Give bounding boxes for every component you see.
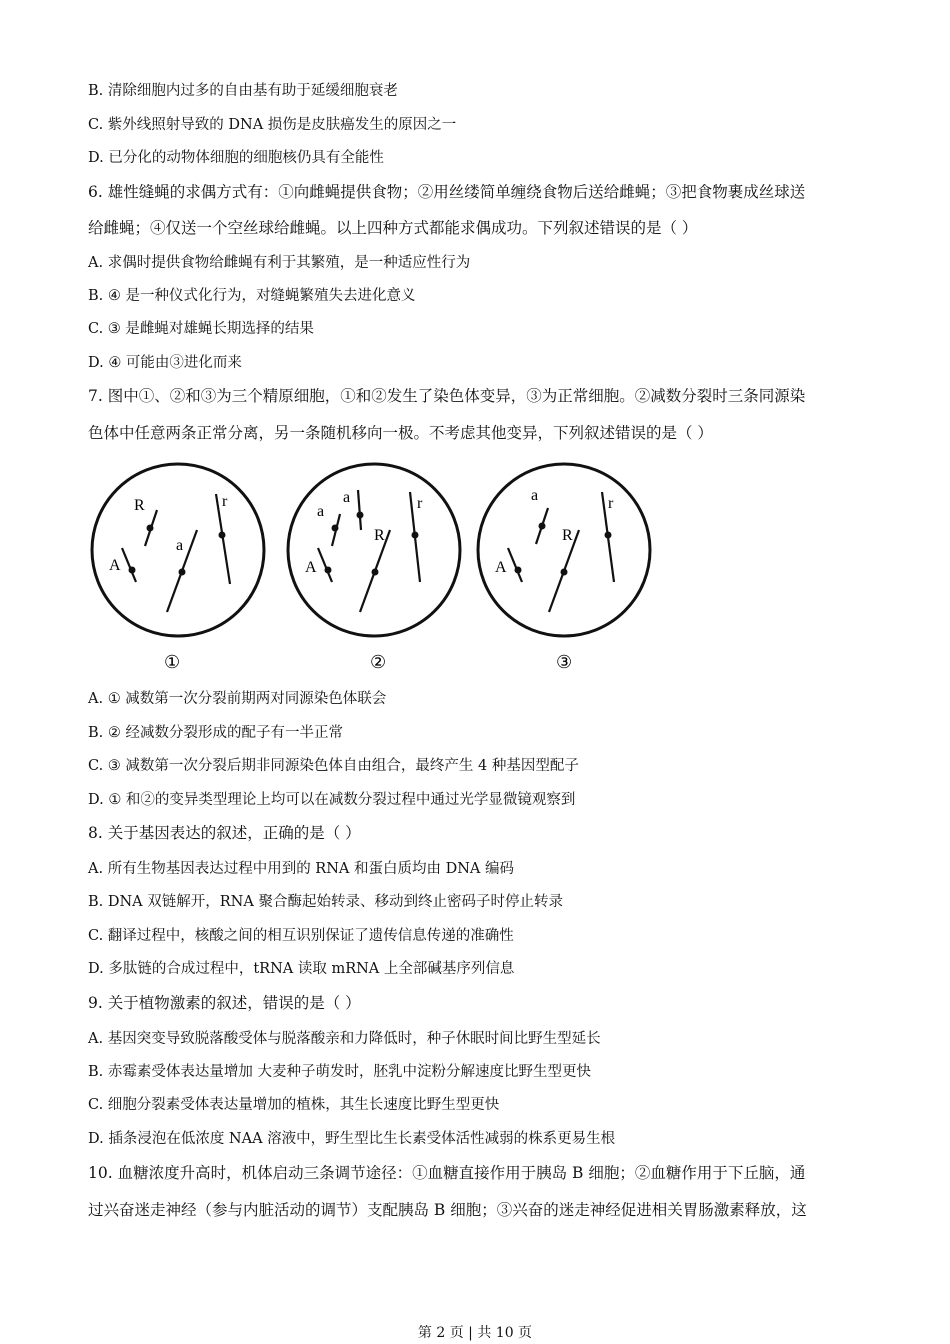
q6-option-d: D. ④ 可能由③进化而来 [88,355,242,371]
q9-option-d: D. 插条浸泡在低浓度 NAA 溶液中，野生型比生长素受体活性减弱的株系更易生根 [88,1131,616,1147]
cell-label: ① [164,652,181,672]
cell-3 [478,464,650,672]
q6-option-a: A. 求偶时提供食物给雌蝇有利于其繁殖，是一种适应性行为 [88,255,471,271]
cell-label: ② [370,652,387,672]
q7-option-d: D. ① 和②的变异类型理论上均可以在减数分裂过程中通过光学显微镜观察到 [88,792,576,808]
q7-option-c: C. ③ 减数第一次分裂后期非同源染色体自由组合，最终产生 4 种基因型配子 [88,758,579,774]
gene-label: A [109,557,121,574]
line-2: D. 已分化的动物体细胞的细胞核仍具有全能性 [88,150,384,166]
gene-label: a [343,489,351,506]
cell-label: ③ [556,652,573,672]
gene-label: A [495,559,507,576]
question-9: 9. 关于植物激素的叙述，错误的是（ ） [88,994,361,1012]
question-10-line-1: 10. 血糖浓度升高时，机体启动三条调节途径：①血糖直接作用于胰岛 B 细胞；②血糖作用于下丘脑，通 [88,1164,806,1182]
gene-label: A [305,559,317,576]
q6-option-c: C. ③ 是雌蝇对雄蝇长期选择的结果 [88,321,314,337]
gene-label: a [531,487,539,504]
gene-label: r [608,495,614,512]
chromosome-cells-figure [88,452,688,682]
page-footer: 第 2 页 | 共 10 页 [417,1325,533,1341]
question-7-line-2: 色体中任意两条正常分离，另一条随机移向一极。不考虑其他变异，下列叙述错误的是（ ） [88,424,713,442]
q7-option-a: A. ① 减数第一次分裂前期两对同源染色体联会 [88,691,387,707]
gene-label: a [176,537,184,554]
cell-2 [288,464,460,672]
q8-option-d: D. 多肽链的合成过程中，tRNA 读取 mRNA 上全部碱基序列信息 [88,961,515,977]
q8-option-b: B. DNA 双链解开，RNA 聚合酶起始转录、移动到终止密码子时停止转录 [88,894,563,910]
line-1: C. 紫外线照射导致的 DNA 损伤是皮肤癌发生的原因之一 [88,117,457,133]
question-6-line-1: 6. 雄性缝蝇的求偶方式有：①向雌蝇提供食物；②用丝缕简单缠绕食物后送给雌蝇；③把食物裹成丝球送 [88,183,806,201]
gene-label: R [134,497,145,514]
q9-option-a: A. 基因突变导致脱落酸受体与脱落酸亲和力降低时，种子休眠时间比野生型延长 [88,1031,601,1047]
question-10-line-2: 过兴奋迷走神经（参与内脏活动的调节）支配胰岛 B 细胞；③兴奋的迷走神经促进相关胃肠激素释放，这 [88,1201,807,1219]
cell-1 [92,464,264,672]
line-0: B. 清除细胞内过多的自由基有助于延缓细胞衰老 [88,83,398,99]
question-6-line-2: 给雌蝇；④仅送一个空丝球给雌蝇。以上四种方式都能求偶成功。下列叙述错误的是（ ） [88,219,698,237]
gene-label: r [222,493,228,510]
gene-label: a [317,503,325,520]
question-8: 8. 关于基因表达的叙述，正确的是（ ） [88,824,361,842]
q7-option-b: B. ② 经减数分裂形成的配子有一半正常 [88,725,343,741]
q8-option-a: A. 所有生物基因表达过程中用到的 RNA 和蛋白质均由 DNA 编码 [88,861,514,877]
question-7-line-1: 7. 图中①、②和③为三个精原细胞，①和②发生了染色体变异，③为正常细胞。②减数分裂时三条同源染 [88,387,806,405]
q9-option-b: B. 赤霉素受体表达量增加 大麦种子萌发时，胚乳中淀粉分解速度比野生型更快 [88,1064,591,1080]
q9-option-c: C. 细胞分裂素受体表达量增加的植株，其生长速度比野生型更快 [88,1097,500,1113]
q8-option-c: C. 翻译过程中，核酸之间的相互识别保证了遗传信息传递的准确性 [88,928,514,944]
gene-label: R [374,527,385,544]
q6-option-b: B. ④ 是一种仪式化行为，对缝蝇繁殖失去进化意义 [88,288,416,304]
gene-label: r [417,495,423,512]
gene-label: R [562,527,573,544]
